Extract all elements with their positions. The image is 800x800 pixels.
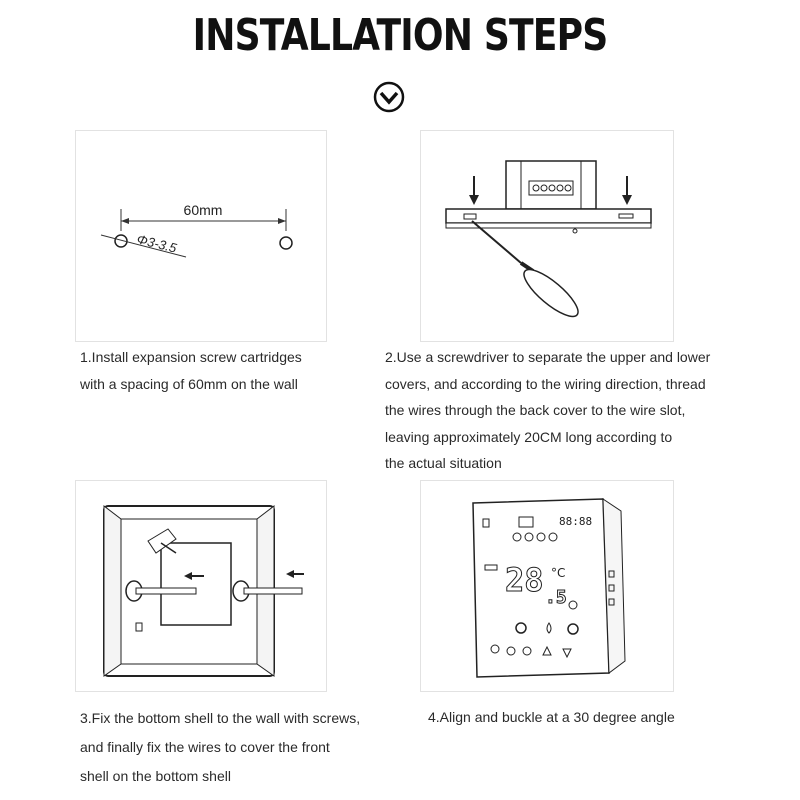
- spacing-label: 60mm: [183, 202, 223, 218]
- step-1-line-2: with a spacing of 60mm on the wall: [80, 375, 298, 392]
- step-3-line-2: and finally fix the wires to cover the front: [80, 739, 330, 755]
- step-2-text: [385, 344, 710, 477]
- step-2-line-2: covers, and according to the wiring direction, thread: [385, 375, 706, 392]
- step-3-text: [80, 704, 360, 791]
- hole-label: Φ3-3.5: [135, 231, 179, 256]
- step-4-diagram: [420, 480, 674, 692]
- temperature-decimal: .5: [545, 587, 567, 608]
- step-2-line-1: 2.Use a screwdriver to separate the upper and lower: [385, 349, 711, 365]
- temperature-unit: °C: [551, 566, 566, 580]
- step-3-line-3: shell on the bottom shell: [80, 768, 231, 784]
- step-2-line-5: the actual situation: [385, 455, 502, 471]
- step-1-diagram: [75, 130, 327, 342]
- step-1-text: [80, 344, 302, 397]
- chevron-down-icon: [372, 80, 406, 114]
- step-2-line-3: the wires through the back cover to the wire slot,: [385, 402, 686, 418]
- step-2-line-4: leaving approximately 20CM long according to: [385, 428, 673, 445]
- step-3-diagram: [75, 480, 327, 692]
- step-4-line-1: 4.Align and buckle at a 30 degree angle: [428, 709, 675, 725]
- step-2-diagram: [420, 130, 674, 342]
- page-title: INSTALLATION STEPS: [192, 10, 608, 61]
- clock-display: 88:88: [559, 515, 593, 528]
- step-1-line-1: 1.Install expansion screw cartridges: [80, 349, 302, 365]
- temperature-main: 28: [505, 561, 544, 599]
- step-3-line-1: 3.Fix the bottom shell to the wall with screws,: [80, 710, 361, 726]
- step-4-text: [428, 704, 675, 731]
